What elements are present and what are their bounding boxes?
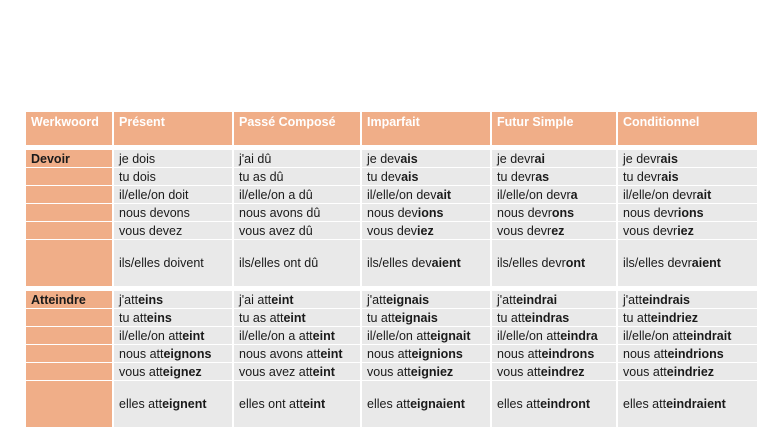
conjugation-cell [492,222,616,239]
conjugation-cell [492,381,616,427]
table-body [26,146,757,427]
conjugation-cell [234,309,360,326]
conjugation-stem: tu att [497,310,525,325]
conjugation-cell [618,240,757,286]
header-passe-compose: Passé Composé [234,112,360,145]
conjugation-ending: eignons [163,346,212,361]
conjugation-stem: tu devr [623,169,662,184]
conjugation-stem: vous devr [623,223,678,238]
conjugation-ending: as [535,169,550,184]
conjugation-ending: eindriez [650,310,699,325]
header-imparfait: Imparfait [362,112,490,145]
conjugation-cell [492,150,616,167]
conjugation-ending: eindra [560,328,598,343]
header-present: Présent [114,112,232,145]
conjugation-stem: ils/elles doivent [119,256,204,270]
conjugation-ending: ait [436,187,452,202]
conjugation-cell [362,363,490,380]
conjugation-ending: eint [302,397,326,411]
table-row [26,240,757,286]
conjugation-stem: ils/elles devr [623,256,692,270]
conjugation-stem: vous att [623,364,667,379]
conjugation-stem: nous devr [497,205,552,220]
conjugation-cell [618,363,757,380]
conjugation-cell [618,222,757,239]
conjugation-ending: eins [138,292,164,307]
conjugation-stem: je dev [367,151,401,166]
verb-cell [26,327,112,344]
table-row [26,381,757,427]
conjugation-stem: nous avons att [239,346,321,361]
verb-cell [26,204,112,221]
conjugation-ending: iez [677,223,694,238]
conjugation-ending: eindriez [666,364,715,379]
conjugation-cell [114,240,232,286]
conjugation-cell [114,381,232,427]
conjugation-stem: j'att [119,292,139,307]
table-row [26,204,757,221]
conjugation-cell [114,363,232,380]
conjugation-stem: tu att [367,310,395,325]
header-row [26,112,757,145]
conjugation-ending: eignais [394,310,438,325]
conjugation-cell [618,309,757,326]
conjugation-ending: a [570,187,578,202]
conjugation-cell [618,186,757,203]
conjugation-stem: vous devez [119,223,183,238]
conjugation-cell [618,327,757,344]
conjugation-ending: ais [400,151,418,166]
conjugation-ending: eignez [162,364,202,379]
conjugation-cell [114,168,232,185]
conjugation-stem: tu devr [497,169,536,184]
conjugation-ending: aient [691,256,721,270]
conjugation-cell [114,291,232,308]
conjugation-cell [618,381,757,427]
conjugation-stem: vous att [497,364,541,379]
verb-cell [26,222,112,239]
conjugation-ending: iez [417,223,434,238]
conjugation-cell [492,309,616,326]
conjugation-ending: ais [661,169,679,184]
conjugation-cell [492,204,616,221]
conjugation-stem: il/elle/on dev [367,187,437,202]
table-row [26,168,757,185]
conjugation-cell [362,168,490,185]
verb-label: Atteindre [26,291,112,308]
conjugation-cell [362,291,490,308]
conjugation-cell [492,186,616,203]
verb-cell [26,381,112,427]
table-row [26,222,757,239]
conjugation-cell [362,381,490,427]
conjugation-ending: eindras [524,310,570,325]
conjugation-ending: eindrait [686,328,732,343]
conjugation-stem: elles att [367,397,411,411]
conjugation-stem: nous att [497,346,542,361]
conjugation-cell [362,186,490,203]
conjugation-stem: il/elle/on att [623,328,687,343]
conjugation-stem: ils/elles dev [367,256,432,270]
conjugation-cell [362,345,490,362]
verb-cell [26,240,112,286]
conjugation-stem: tu att [623,310,651,325]
conjugation-cell [234,345,360,362]
conjugation-stem: nous att [119,346,164,361]
conjugation-stem: vous avez att [239,364,313,379]
conjugation-table [24,111,759,428]
group-spacer [26,146,757,149]
verb-cell [26,309,112,326]
conjugation-cell [492,291,616,308]
conjugation-stem: il/elle/on a att [239,328,313,343]
conjugation-ending: eindrons [541,346,595,361]
conjugation-cell [492,345,616,362]
conjugation-stem: il/elle/on devr [497,187,571,202]
conjugation-stem: vous att [367,364,411,379]
verb-label: Devoir [26,150,112,167]
conjugation-cell [362,309,490,326]
table-row [26,327,757,344]
conjugation-cell [114,327,232,344]
conjugation-stem: nous att [623,346,668,361]
conjugation-stem: tu dois [119,169,156,184]
conjugation-ending: eindrais [642,292,690,307]
conjugation-stem: j'att [497,292,517,307]
conjugation-stem: ils/elles devr [497,256,566,270]
conjugation-stem: vous devr [497,223,552,238]
conjugation-stem: tu as att [239,310,284,325]
conjugation-ending: eindraient [666,397,726,411]
conjugation-ending: eint [312,364,335,379]
header-conditionnel: Conditionnel [618,112,757,145]
conjugation-stem: elles att [119,397,163,411]
conjugation-stem: nous devons [119,205,190,220]
conjugation-cell [114,150,232,167]
conjugation-cell [114,345,232,362]
conjugation-ending: aient [431,256,461,270]
conjugation-cell [114,204,232,221]
conjugation-stem: il/elle/on att [367,328,431,343]
conjugation-ending: ez [551,223,565,238]
conjugation-cell [114,309,232,326]
conjugation-ending: eindrions [667,346,724,361]
conjugation-cell [234,222,360,239]
conjugation-ending: eint [312,328,335,343]
conjugation-ending: eindrez [540,364,585,379]
conjugation-ending: eigniez [410,364,454,379]
table-row [26,186,757,203]
conjugation-cell [362,240,490,286]
conjugation-cell [234,168,360,185]
conjugation-stem: j'ai att [239,292,272,307]
conjugation-cell [234,204,360,221]
conjugation-stem: je devr [497,151,535,166]
conjugation-cell [492,327,616,344]
conjugation-cell [234,381,360,427]
conjugation-ending: eindrai [516,292,558,307]
conjugation-stem: nous avons dû [239,205,321,220]
conjugation-stem: vous att [119,364,163,379]
conjugation-stem: ils/elles ont dû [239,256,319,270]
conjugation-stem: il/elle/on att [497,328,561,343]
conjugation-stem: je dois [119,151,156,166]
conjugation-cell [362,204,490,221]
conjugation-cell [234,291,360,308]
conjugation-cell [618,168,757,185]
conjugation-stem: elles att [497,397,541,411]
conjugation-ending: ais [401,169,419,184]
conjugation-cell [618,345,757,362]
conjugation-ending: eignaient [410,397,465,411]
verb-cell [26,168,112,185]
conjugation-stem: vous dev [367,223,418,238]
conjugation-stem: je devr [623,151,661,166]
conjugation-ending: eignais [386,292,430,307]
conjugation-stem: vous avez dû [239,223,313,238]
conjugation-stem: il/elle/on att [119,328,183,343]
conjugation-cell [492,240,616,286]
conjugation-stem: nous dev [367,205,418,220]
conjugation-stem: tu dev [367,169,402,184]
group-spacer [26,287,757,290]
conjugation-cell [234,186,360,203]
conjugation-stem: il/elle/on devr [623,187,697,202]
conjugation-stem: elles att [623,397,667,411]
conjugation-cell [362,222,490,239]
conjugation-ending: eignent [162,397,207,411]
conjugation-cell [618,204,757,221]
table-row [26,363,757,380]
verb-cell [26,186,112,203]
conjugation-ending: ions [677,205,704,220]
conjugation-stem: tu att [119,310,147,325]
conjugation-cell [234,363,360,380]
conjugation-stem: tu as dû [239,169,284,184]
conjugation-cell [114,222,232,239]
conjugation-stem: nous devr [623,205,678,220]
conjugation-cell [234,150,360,167]
table-row [26,150,757,167]
header-werkwoord: Werkwoord [26,112,112,145]
conjugation-ending: ais [660,151,678,166]
conjugation-ending: eint [283,310,306,325]
conjugation-cell [618,150,757,167]
table-row [26,345,757,362]
conjugation-stem: j'att [623,292,643,307]
conjugation-stem: il/elle/on a dû [239,187,313,202]
table-row [26,309,757,326]
conjugation-ending: ai [534,151,545,166]
conjugation-stem: j'ai dû [239,151,272,166]
conjugation-ending: ions [417,205,444,220]
conjugation-stem: elles ont att [239,397,303,411]
conjugation-cell [234,327,360,344]
conjugation-cell [362,327,490,344]
conjugation-ending: ons [551,205,575,220]
conjugation-cell [362,150,490,167]
conjugation-cell [234,240,360,286]
conjugation-stem: il/elle/on doit [119,187,189,202]
conjugation-ending: ont [565,256,586,270]
conjugation-stem: nous att [367,346,412,361]
verb-cell [26,345,112,362]
conjugation-stem: j'att [367,292,387,307]
table-row [26,291,757,308]
conjugation-ending: eignait [430,328,471,343]
header-futur-simple: Futur Simple [492,112,616,145]
conjugation-ending: eins [146,310,172,325]
conjugation-ending: eint [320,346,343,361]
conjugation-ending: eignions [411,346,463,361]
conjugation-ending: eindront [540,397,591,411]
conjugation-cell [618,291,757,308]
conjugation-cell [492,363,616,380]
conjugation-cell [492,168,616,185]
conjugation-ending: eint [271,292,294,307]
conjugation-ending: eint [182,328,205,343]
conjugation-cell [114,186,232,203]
verb-cell [26,363,112,380]
conjugation-ending: ait [696,187,712,202]
